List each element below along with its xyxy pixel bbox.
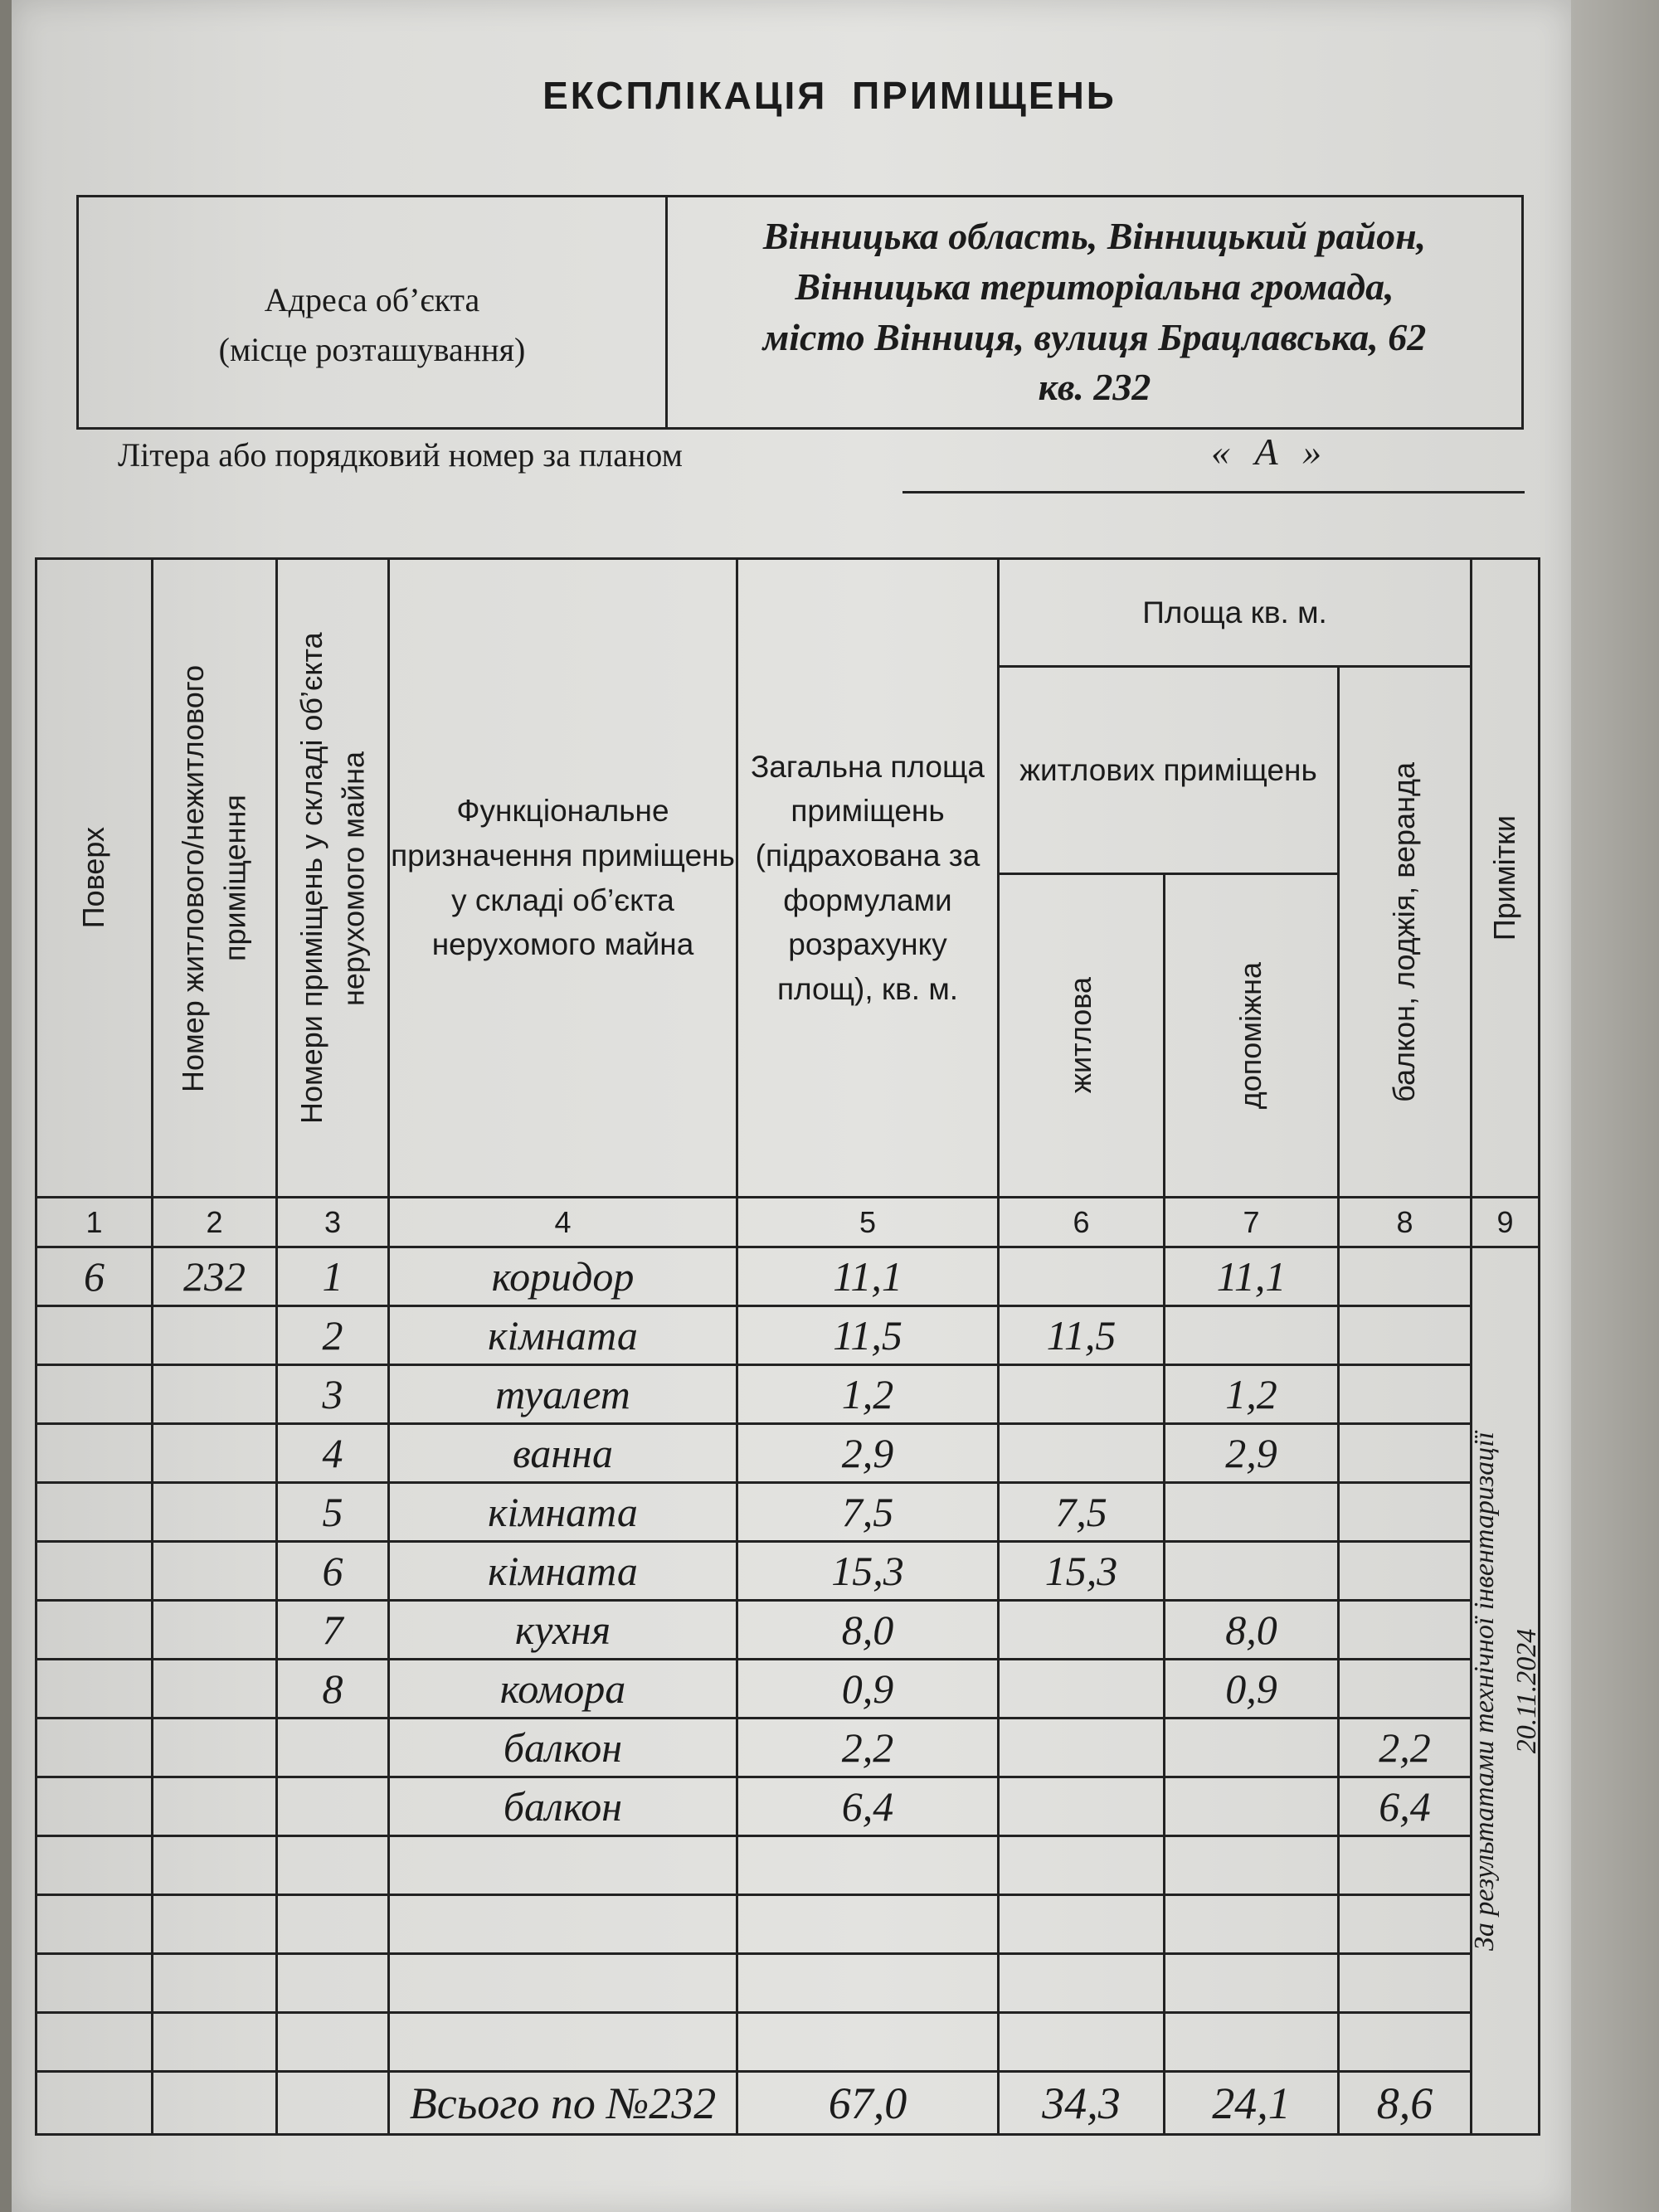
cell-balcony bbox=[1339, 1660, 1472, 1719]
column-number: 3 bbox=[277, 1198, 389, 1247]
cell-floor bbox=[36, 1542, 153, 1601]
table-row bbox=[36, 2013, 1540, 2072]
cell-aux: 0,9 bbox=[1165, 1660, 1339, 1719]
header-row-1 bbox=[36, 559, 1540, 667]
cell-balcony: 6,4 bbox=[1339, 1777, 1472, 1836]
address-value-line4: кв. 232 bbox=[1038, 366, 1151, 409]
cell-function: кімната bbox=[389, 1483, 737, 1542]
header-floor: Поверх bbox=[36, 559, 153, 1198]
notes-line2: 20.11.2024 bbox=[1511, 1628, 1542, 1753]
cell-aux bbox=[1165, 1954, 1339, 2013]
cell-balcony bbox=[1339, 1247, 1472, 1306]
cell-floor bbox=[36, 1601, 153, 1660]
cell-balcony bbox=[1339, 1601, 1472, 1660]
cell-floor: 6 bbox=[36, 1247, 153, 1306]
table-row bbox=[36, 1306, 1540, 1365]
cell-total: 15,3 bbox=[737, 1542, 999, 1601]
cell-floor bbox=[36, 1306, 153, 1365]
cell-unit bbox=[153, 1719, 277, 1777]
table-row bbox=[36, 1424, 1540, 1483]
cell-room: 7 bbox=[277, 1601, 389, 1660]
cell-function: кімната bbox=[389, 1542, 737, 1601]
cell-living bbox=[999, 1954, 1165, 2013]
cell-floor bbox=[36, 1483, 153, 1542]
cell-function: комора bbox=[389, 1660, 737, 1719]
cell-aux: 11,1 bbox=[1165, 1247, 1339, 1306]
cell-function bbox=[389, 1895, 737, 1954]
address-value-line3: місто Вінниця, вулиця Брацлавська, 62 bbox=[762, 315, 1427, 358]
cell-room: 2 bbox=[277, 1306, 389, 1365]
notes-text bbox=[1463, 1432, 1548, 1951]
cell-aux: 2,9 bbox=[1165, 1424, 1339, 1483]
table-row bbox=[36, 1954, 1540, 2013]
cell-room: 3 bbox=[277, 1365, 389, 1424]
address-value-line1: Вінницька область, Вінницький район, bbox=[762, 215, 1427, 258]
cell-balcony: 2,2 bbox=[1339, 1719, 1472, 1777]
cell-function bbox=[389, 1954, 737, 2013]
cell-aux bbox=[1165, 1719, 1339, 1777]
cell-room bbox=[277, 2013, 389, 2072]
cell-total bbox=[737, 1954, 999, 2013]
cell-room: 5 bbox=[277, 1483, 389, 1542]
notes-line1: За результатами технічної інвентаризації bbox=[1468, 1431, 1500, 1951]
cell-notes bbox=[1468, 1247, 1542, 2135]
cell-living bbox=[999, 1424, 1165, 1483]
cell-room bbox=[277, 1895, 389, 1954]
cell-function bbox=[389, 1836, 737, 1895]
column-numbers-row bbox=[36, 1198, 1540, 1247]
table-row bbox=[36, 1601, 1540, 1660]
cell-total: 6,4 bbox=[737, 1777, 999, 1836]
cell-unit bbox=[153, 1365, 277, 1424]
header-residential-group: житлових приміщень bbox=[999, 667, 1339, 874]
cell-floor bbox=[36, 1719, 153, 1777]
table-row bbox=[36, 1247, 1540, 1306]
address-label bbox=[79, 197, 668, 427]
cell-balcony bbox=[1339, 1365, 1472, 1424]
cell-total: 7,5 bbox=[737, 1483, 999, 1542]
litera-underline bbox=[902, 491, 1525, 493]
document-title: ЕКСПЛІКАЦІЯ ПРИМІЩЕНЬ bbox=[542, 74, 1117, 117]
cell-living bbox=[999, 1601, 1165, 1660]
cell-aux bbox=[1165, 1483, 1339, 1542]
cell-total bbox=[737, 2013, 999, 2072]
cell-balcony bbox=[1339, 1954, 1472, 2013]
cell-room: 1 bbox=[277, 1247, 389, 1306]
cell-balcony bbox=[1339, 1836, 1472, 1895]
cell-unit bbox=[153, 1895, 277, 1954]
header-room-numbers: Номери приміщень у складі об’єкта нерухомого майна bbox=[277, 559, 389, 1198]
cell-living bbox=[999, 1660, 1165, 1719]
cell-function: туалет bbox=[389, 1365, 737, 1424]
cell-unit bbox=[153, 1660, 277, 1719]
table-row bbox=[36, 1719, 1540, 1777]
column-number: 1 bbox=[36, 1198, 153, 1247]
cell-aux: 8,0 bbox=[1165, 1601, 1339, 1660]
cell-living bbox=[999, 1895, 1165, 1954]
cell-total: 0,9 bbox=[737, 1660, 999, 1719]
address-value bbox=[668, 197, 1521, 427]
cell-room bbox=[277, 1719, 389, 1777]
cell-room bbox=[277, 1777, 389, 1836]
cell-total: 1,2 bbox=[737, 1365, 999, 1424]
header-auxiliary: допоміжна bbox=[1165, 874, 1339, 1198]
cell-floor bbox=[36, 1660, 153, 1719]
address-label-line2: (місце розташування) bbox=[218, 330, 526, 368]
cell-total: 11,1 bbox=[737, 1247, 999, 1306]
cell-living bbox=[999, 1836, 1165, 1895]
column-number: 6 bbox=[999, 1198, 1165, 1247]
cell-room bbox=[277, 1954, 389, 2013]
table-row bbox=[36, 1836, 1540, 1895]
cell-total: 11,5 bbox=[737, 1306, 999, 1365]
cell-unit bbox=[153, 1836, 277, 1895]
cell-living bbox=[999, 1719, 1165, 1777]
header-living: житлова bbox=[999, 874, 1165, 1198]
cell-function: коридор bbox=[389, 1247, 737, 1306]
cell-function: балкон bbox=[389, 1777, 737, 1836]
cell-living bbox=[999, 1777, 1165, 1836]
header-unit-number: Номер житлового/нежитлового приміщення bbox=[153, 559, 277, 1198]
total-label: Всього по №232 bbox=[389, 2072, 737, 2135]
address-box bbox=[76, 195, 1524, 430]
cell-floor bbox=[36, 1777, 153, 1836]
header-total-area: Загальна площа приміщень (підрахована за формулами розрахунку площ), кв. м. bbox=[737, 559, 999, 1198]
table-row bbox=[36, 1777, 1540, 1836]
cell-total: 2,2 bbox=[737, 1719, 999, 1777]
column-number: 2 bbox=[153, 1198, 277, 1247]
total-living: 34,3 bbox=[999, 2072, 1165, 2135]
cell-function: кімната bbox=[389, 1306, 737, 1365]
cell-unit bbox=[153, 1424, 277, 1483]
cell-unit: 232 bbox=[153, 1247, 277, 1306]
header-balcony: балкон, лоджія, веранда bbox=[1339, 667, 1472, 1198]
cell-unit bbox=[153, 1954, 277, 2013]
cell-aux bbox=[1165, 1895, 1339, 1954]
cell-unit bbox=[153, 1542, 277, 1601]
cell-function: балкон bbox=[389, 1719, 737, 1777]
cell-unit bbox=[153, 1483, 277, 1542]
cell-unit bbox=[153, 1777, 277, 1836]
cell-balcony bbox=[1339, 2013, 1472, 2072]
cell-unit bbox=[153, 1601, 277, 1660]
header-area-group: Площа кв. м. bbox=[999, 559, 1472, 667]
cell-unit bbox=[153, 2013, 277, 2072]
cell-floor bbox=[36, 1895, 153, 1954]
litera-label: Літера або порядковий номер за планом bbox=[118, 436, 683, 474]
total-empty bbox=[277, 2072, 389, 2135]
explication-table bbox=[35, 557, 1540, 2136]
cell-living bbox=[999, 2013, 1165, 2072]
header-function: Функціональне призначення приміщень у складі об’єкта нерухомого майна bbox=[389, 559, 737, 1198]
cell-floor bbox=[36, 1365, 153, 1424]
address-value-line2: Вінницька територіальна громада, bbox=[795, 265, 1394, 308]
total-aux: 24,1 bbox=[1165, 2072, 1339, 2135]
column-number: 4 bbox=[389, 1198, 737, 1247]
cell-total: 8,0 bbox=[737, 1601, 999, 1660]
cell-aux bbox=[1165, 1836, 1339, 1895]
cell-room: 6 bbox=[277, 1542, 389, 1601]
cell-balcony bbox=[1339, 1306, 1472, 1365]
cell-aux: 1,2 bbox=[1165, 1365, 1339, 1424]
total-empty bbox=[36, 2072, 153, 2135]
cell-balcony bbox=[1339, 1424, 1472, 1483]
cell-living: 15,3 bbox=[999, 1542, 1165, 1601]
total-empty bbox=[153, 2072, 277, 2135]
cell-total bbox=[737, 1895, 999, 1954]
cell-floor bbox=[36, 1954, 153, 2013]
table-row bbox=[36, 1660, 1540, 1719]
table-row bbox=[36, 1483, 1540, 1542]
cell-aux bbox=[1165, 1777, 1339, 1836]
cell-floor bbox=[36, 1424, 153, 1483]
total-balcony: 8,6 bbox=[1339, 2072, 1472, 2135]
cell-aux bbox=[1165, 2013, 1339, 2072]
cell-function: ванна bbox=[389, 1424, 737, 1483]
cell-function bbox=[389, 2013, 737, 2072]
cell-room bbox=[277, 1836, 389, 1895]
cell-aux bbox=[1165, 1542, 1339, 1601]
cell-living: 7,5 bbox=[999, 1483, 1165, 1542]
column-number: 9 bbox=[1472, 1198, 1540, 1247]
cell-balcony bbox=[1339, 1895, 1472, 1954]
cell-living bbox=[999, 1365, 1165, 1424]
cell-aux bbox=[1165, 1306, 1339, 1365]
cell-living bbox=[999, 1247, 1165, 1306]
table-row bbox=[36, 1542, 1540, 1601]
table-row bbox=[36, 1365, 1540, 1424]
header-notes: Примітки bbox=[1472, 559, 1540, 1198]
cell-room: 4 bbox=[277, 1424, 389, 1483]
cell-living: 11,5 bbox=[999, 1306, 1165, 1365]
column-number: 7 bbox=[1165, 1198, 1339, 1247]
cell-balcony bbox=[1339, 1542, 1472, 1601]
total-row bbox=[36, 2072, 1540, 2135]
address-label-line1: Адреса об’єкта bbox=[264, 280, 480, 318]
total-area: 67,0 bbox=[737, 2072, 999, 2135]
cell-floor bbox=[36, 2013, 153, 2072]
cell-function: кухня bbox=[389, 1601, 737, 1660]
table-row bbox=[36, 1895, 1540, 1954]
column-number: 5 bbox=[737, 1198, 999, 1247]
cell-balcony bbox=[1339, 1483, 1472, 1542]
cell-total: 2,9 bbox=[737, 1424, 999, 1483]
cell-unit bbox=[153, 1306, 277, 1365]
litera-value: « А » bbox=[1211, 430, 1322, 473]
cell-floor bbox=[36, 1836, 153, 1895]
column-number: 8 bbox=[1339, 1198, 1472, 1247]
cell-room: 8 bbox=[277, 1660, 389, 1719]
cell-total bbox=[737, 1836, 999, 1895]
